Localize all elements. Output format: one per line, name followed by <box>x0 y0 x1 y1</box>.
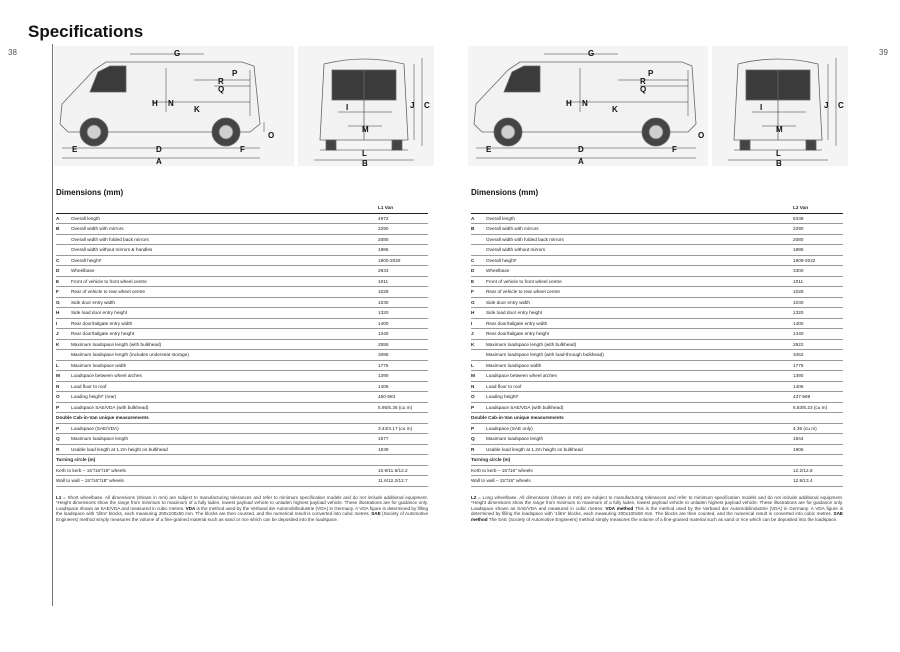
row-code: F <box>471 287 486 298</box>
row-code: B <box>56 224 71 235</box>
row-code <box>471 245 486 256</box>
row-code: I <box>56 318 71 329</box>
label-a: A <box>578 157 584 166</box>
page-number-left: 38 <box>8 48 17 57</box>
label-o: O <box>268 131 275 140</box>
table-row <box>56 392 428 403</box>
table-row <box>471 402 843 413</box>
row-code: K <box>471 339 486 350</box>
row-code: R <box>56 444 71 455</box>
table-row <box>471 213 843 224</box>
header-blank <box>71 203 378 213</box>
row-label: Overall length <box>486 213 793 224</box>
row-code: G <box>471 297 486 308</box>
row-label: Usable load length at 1.2m height on bulkhead <box>71 444 378 455</box>
row-code: D <box>471 266 486 277</box>
row-label: Rear door/tailgate entry width <box>71 318 378 329</box>
row-code: N <box>471 381 486 392</box>
dimensions-section-l1 <box>56 188 428 522</box>
page-margin-rule <box>52 44 53 606</box>
table-row <box>56 329 428 340</box>
table-row <box>471 350 843 361</box>
turning-heading: Turning circle (m) <box>471 455 843 466</box>
row-value: 2933 <box>378 266 428 277</box>
label-n: N <box>582 99 588 108</box>
row-code: P <box>56 423 71 434</box>
label-f: F <box>672 145 677 154</box>
sub-heading: Double Cab-in-Van unique measurements <box>471 413 843 424</box>
label-c: C <box>424 101 430 110</box>
row-code <box>471 350 486 361</box>
row-value: 11.6/12.2/12.7 <box>378 476 428 487</box>
label-p: P <box>232 69 238 78</box>
table-row <box>56 318 428 329</box>
table-row <box>56 350 428 361</box>
row-label: Maximum loadspace length (with bulkhead) <box>71 339 378 350</box>
row-label: Kerb to kerb – 15"/16"/18" wheels <box>56 465 378 476</box>
row-code: L <box>56 360 71 371</box>
row-value: 1400 <box>378 318 428 329</box>
footnote-l1: L1 = Short wheelbase. All dimensions (shown in mm) are subject to manufacturing tolerances and refer to minimum specification models and do not include additional equipment. *Height dimensions show the range from minimum to maximum of a fully laden, lowest payload vehicle to unladen highest payload vehicle. These illustrations are for guidance only. Loadspace shown as SAE/VDA and measured in cubic metres. VDA is the method used by the Verband der Automobilindustrie (VDA) in Germany. A VDA figure is determined by filling the loadspace with '1litre' blocks, each measuring 200x100x50 mm. The blocks are then counted, and the numerical result is converted into cubic metres. SAE (Society of Automotive Engineers) method simply measures the volume of a fine-grained material such as sand or rice which can be deposited into the loadspace. <box>56 494 428 522</box>
row-value: 4972 <box>378 213 428 224</box>
row-label: Maximum loadspace width <box>71 360 378 371</box>
row-code: M <box>56 371 71 382</box>
row-code: M <box>471 371 486 382</box>
dimensions-table-l1 <box>56 203 428 487</box>
table-row <box>56 444 428 455</box>
row-label: Rear of vehicle to rear wheel centre <box>486 287 793 298</box>
table-row <box>56 276 428 287</box>
row-value: 1390 <box>793 371 843 382</box>
row-label: Loadspace SAE/VDA (with bulkhead) <box>486 402 793 413</box>
row-label: Front of vehicle to front wheel centre <box>71 276 378 287</box>
row-label: Overall width without mirrors & handles <box>71 245 378 256</box>
label-d: D <box>578 145 584 154</box>
sub-heading: Double Cab-in-Van unique measurements <box>56 413 428 424</box>
row-value: 1906 <box>793 444 843 455</box>
row-code: Q <box>56 434 71 445</box>
row-label: Rear of vehicle to rear wheel centre <box>71 287 378 298</box>
row-label: Front of vehicle to front wheel centre <box>486 276 793 287</box>
table-row <box>471 423 843 434</box>
table-subheading-row <box>56 455 428 466</box>
label-g: G <box>588 49 595 58</box>
dimensions-table-l2 <box>471 203 843 487</box>
label-i: I <box>346 103 349 112</box>
row-label: Overall height* <box>71 255 378 266</box>
row-label: Load floor to roof <box>486 381 793 392</box>
table-row <box>471 360 843 371</box>
row-value: 3300 <box>793 266 843 277</box>
table-header-row <box>471 203 843 213</box>
table-subheading-row <box>56 413 428 424</box>
table-row <box>56 266 428 277</box>
row-value: 1986 <box>378 245 428 256</box>
row-value: 1340 <box>793 329 843 340</box>
label-k: K <box>194 105 200 114</box>
van-rear-view-diagram-right <box>712 46 848 166</box>
table-row <box>471 287 843 298</box>
row-label: Wheelbase <box>486 266 793 277</box>
row-label: Overall width with folded back mirrors <box>71 234 378 245</box>
row-value: 2290 <box>793 224 843 235</box>
row-label: Loading height* (rear) <box>71 392 378 403</box>
table-row <box>471 465 843 476</box>
table-row <box>56 423 428 434</box>
row-label: Loadspace (SAE only) <box>486 423 793 434</box>
row-code: J <box>56 329 71 340</box>
label-g: G <box>174 49 181 58</box>
label-q: Q <box>218 85 225 94</box>
row-label: Loadspace SAE/VDA (with bulkhead) <box>71 402 378 413</box>
table-row <box>56 434 428 445</box>
row-value: 1320 <box>793 308 843 319</box>
page-number-right: 39 <box>879 48 888 57</box>
row-code: O <box>56 392 71 403</box>
table-row <box>471 339 843 350</box>
section-heading: Dimensions (mm) <box>471 188 539 197</box>
row-value: 1944 <box>793 434 843 445</box>
row-code: A <box>471 213 486 224</box>
row-value: 1400 <box>793 318 843 329</box>
table-row <box>56 371 428 382</box>
row-code: A <box>56 213 71 224</box>
label-c: C <box>838 101 844 110</box>
row-label: Overall width with folded back mirrors <box>486 234 793 245</box>
row-label: Kerb to kerb – 15"/16" wheels <box>471 465 793 476</box>
dimensions-section-l2 <box>471 188 843 522</box>
table-row <box>471 255 843 266</box>
label-b: B <box>776 159 782 166</box>
row-value: 1406 <box>378 381 428 392</box>
row-label: Maximum loadspace width <box>486 360 793 371</box>
table-row <box>471 266 843 277</box>
row-code <box>56 234 71 245</box>
page-title: Specifications <box>28 22 144 41</box>
row-code: R <box>471 444 486 455</box>
row-value: 6.83/6.23 (cu m) <box>793 402 843 413</box>
row-label: Maximum loadspace length <box>486 434 793 445</box>
van-side-view-diagram-right <box>468 46 708 166</box>
row-value: 1028 <box>793 287 843 298</box>
row-value: 1030 <box>793 297 843 308</box>
row-value: 5.95/5.36 (cu m) <box>378 402 428 413</box>
row-label: Side load door entry height <box>71 308 378 319</box>
label-q: Q <box>640 85 647 94</box>
row-label: Side door entry width <box>71 297 378 308</box>
table-header-row <box>56 203 428 213</box>
header-blank <box>56 203 71 213</box>
row-label: Loading height* <box>486 392 793 403</box>
table-row <box>471 245 843 256</box>
row-value: 1775 <box>378 360 428 371</box>
row-code: E <box>56 276 71 287</box>
row-code: C <box>56 255 71 266</box>
row-code: I <box>471 318 486 329</box>
column-header: L1 Van <box>378 203 428 213</box>
row-label: Overall height* <box>486 255 793 266</box>
table-row <box>56 402 428 413</box>
row-code: K <box>56 339 71 350</box>
row-value: 1028 <box>378 287 428 298</box>
row-value: 1390 <box>378 371 428 382</box>
row-value: 437-589 <box>793 392 843 403</box>
row-value: 3452 <box>793 350 843 361</box>
row-label: Overall width without mirrors <box>486 245 793 256</box>
row-label: Loadspace between wheel arches <box>71 371 378 382</box>
table-row <box>56 465 428 476</box>
row-value: 1340 <box>378 329 428 340</box>
label-h: H <box>566 99 572 108</box>
table-row <box>471 224 843 235</box>
table-row <box>56 245 428 256</box>
turning-heading: Turning circle (m) <box>56 455 428 466</box>
row-value: 2555 <box>378 339 428 350</box>
table-row <box>471 444 843 455</box>
header-blank <box>471 203 486 213</box>
footnote-l2: L2 = Long wheelbase. All dimensions (shown in mm) are subject to manufacturing tolerances and refer to minimum specification models and do not include additional equipment. *Height dimensions show the range from minimum to maximum of a fully laden, lowest payload vehicle to unladen highest payload vehicle. These illustrations are for guidance only. Loadspace shown as SAE/VDA and measured in cubic metres. VDA method This is the method used by the Verband der Automobilindustrie (VDA) in Germany. A VDA figure is determined by filling the loadspace with '1litre' blocks, each measuring 200x100x50 mm. The blocks are then counted, and the numerical result is converted into cubic metres. SAE method The SAE (Society of Automotive Engineers) method simply measures the volume of a fine-grained material such as sand or rice which can be deposited into the loadspace. <box>471 494 843 522</box>
label-p: P <box>648 69 654 78</box>
row-value: 1011 <box>793 276 843 287</box>
row-code: E <box>471 276 486 287</box>
table-row <box>56 339 428 350</box>
label-m: M <box>362 125 369 134</box>
row-code: N <box>56 381 71 392</box>
row-code: P <box>471 402 486 413</box>
row-code: F <box>56 287 71 298</box>
row-code: L <box>471 360 486 371</box>
label-l: L <box>362 149 367 158</box>
label-o: O <box>698 131 705 140</box>
row-label: Wall to wall – 15"/16"/18" wheels <box>56 476 378 487</box>
row-label: Rear door/tailgate entry height <box>71 329 378 340</box>
row-value: 5339 <box>793 213 843 224</box>
label-r: R <box>218 77 224 86</box>
section-heading: Dimensions (mm) <box>56 188 124 197</box>
row-value: 12.8/13.4 <box>793 476 843 487</box>
table-row <box>471 234 843 245</box>
label-l: L <box>776 149 781 158</box>
row-label: Overall length <box>71 213 378 224</box>
table-row <box>471 434 843 445</box>
row-value: 1011 <box>378 276 428 287</box>
table-row <box>56 255 428 266</box>
row-value: 450-583 <box>378 392 428 403</box>
label-i: I <box>760 103 763 112</box>
label-b: B <box>362 159 368 166</box>
row-value: 1909-2022 <box>793 255 843 266</box>
row-value: 1406 <box>793 381 843 392</box>
row-label: Load floor to roof <box>71 381 378 392</box>
row-label: Rear door/tailgate entry width <box>486 318 793 329</box>
row-value: 10.9/11.6/12.2 <box>378 465 428 476</box>
row-code: H <box>471 308 486 319</box>
row-code: P <box>471 423 486 434</box>
row-value: 1900-2020 <box>378 255 428 266</box>
row-label: Maximum loadspace length <box>71 434 378 445</box>
row-value: 3085 <box>378 350 428 361</box>
table-row <box>471 392 843 403</box>
row-label: Overall width with mirrors <box>71 224 378 235</box>
row-code: J <box>471 329 486 340</box>
row-value: 1986 <box>793 245 843 256</box>
row-value: 4.35 (cu m) <box>793 423 843 434</box>
label-h: H <box>152 99 158 108</box>
row-label: Overall width with mirrors <box>486 224 793 235</box>
table-row <box>471 318 843 329</box>
label-n: N <box>168 99 174 108</box>
label-f: F <box>240 145 245 154</box>
row-code: G <box>56 297 71 308</box>
label-a: A <box>156 157 162 166</box>
table-row <box>56 297 428 308</box>
label-d: D <box>156 145 162 154</box>
row-code: H <box>56 308 71 319</box>
row-label: Side door entry width <box>486 297 793 308</box>
row-code <box>56 350 71 361</box>
table-row <box>471 476 843 487</box>
row-value: 1030 <box>378 297 428 308</box>
table-row <box>471 308 843 319</box>
table-row <box>56 308 428 319</box>
table-row <box>471 297 843 308</box>
label-j: J <box>410 101 415 110</box>
label-r: R <box>640 77 646 86</box>
van-side-view-diagram-left <box>54 46 294 166</box>
row-value: 2290 <box>378 224 428 235</box>
table-row <box>56 360 428 371</box>
table-row <box>471 276 843 287</box>
label-e: E <box>486 145 492 154</box>
row-label: Loadspace between wheel arches <box>486 371 793 382</box>
row-label: Maximum loadspace length (with load-through bulkhead) <box>486 350 793 361</box>
table-subheading-row <box>471 455 843 466</box>
row-value: 12.2/12.8 <box>793 465 843 476</box>
table-row <box>471 329 843 340</box>
row-value: 2922 <box>793 339 843 350</box>
row-value: 2080 <box>793 234 843 245</box>
table-row <box>56 224 428 235</box>
row-label: Side load door entry height <box>486 308 793 319</box>
table-row <box>471 381 843 392</box>
row-value: 1320 <box>378 308 428 319</box>
row-label: Loadspace (SAE/VDA) <box>71 423 378 434</box>
row-code: O <box>471 392 486 403</box>
label-m: M <box>776 125 783 134</box>
table-row <box>56 476 428 487</box>
row-code: P <box>56 402 71 413</box>
row-code: C <box>471 255 486 266</box>
row-label: Maximum loadspace length (with bulkhead) <box>486 339 793 350</box>
table-row <box>56 381 428 392</box>
table-row <box>471 371 843 382</box>
row-code: B <box>471 224 486 235</box>
row-label: Wheelbase <box>71 266 378 277</box>
row-label: Usable load length at 1.2m height on bulkhead <box>486 444 793 455</box>
row-code <box>56 245 71 256</box>
table-row <box>56 234 428 245</box>
row-value: 1577 <box>378 434 428 445</box>
label-e: E <box>72 145 78 154</box>
table-subheading-row <box>471 413 843 424</box>
row-value: 3.43/3.17 (cu m) <box>378 423 428 434</box>
row-code: Q <box>471 434 486 445</box>
label-j: J <box>824 101 829 110</box>
row-label: Wall to wall – 15"/16" wheels <box>471 476 793 487</box>
column-header: L2 Van <box>793 203 843 213</box>
row-value: 2080 <box>378 234 428 245</box>
label-k: K <box>612 105 618 114</box>
row-value: 1775 <box>793 360 843 371</box>
van-rear-view-diagram-left <box>298 46 434 166</box>
row-label: Maximum loadspace length (includes underseat storage) <box>71 350 378 361</box>
row-code <box>471 234 486 245</box>
header-blank <box>486 203 793 213</box>
table-row <box>56 213 428 224</box>
row-code: D <box>56 266 71 277</box>
table-row <box>56 287 428 298</box>
row-label: Rear door/tailgate entry height <box>486 329 793 340</box>
row-value: 1539 <box>378 444 428 455</box>
